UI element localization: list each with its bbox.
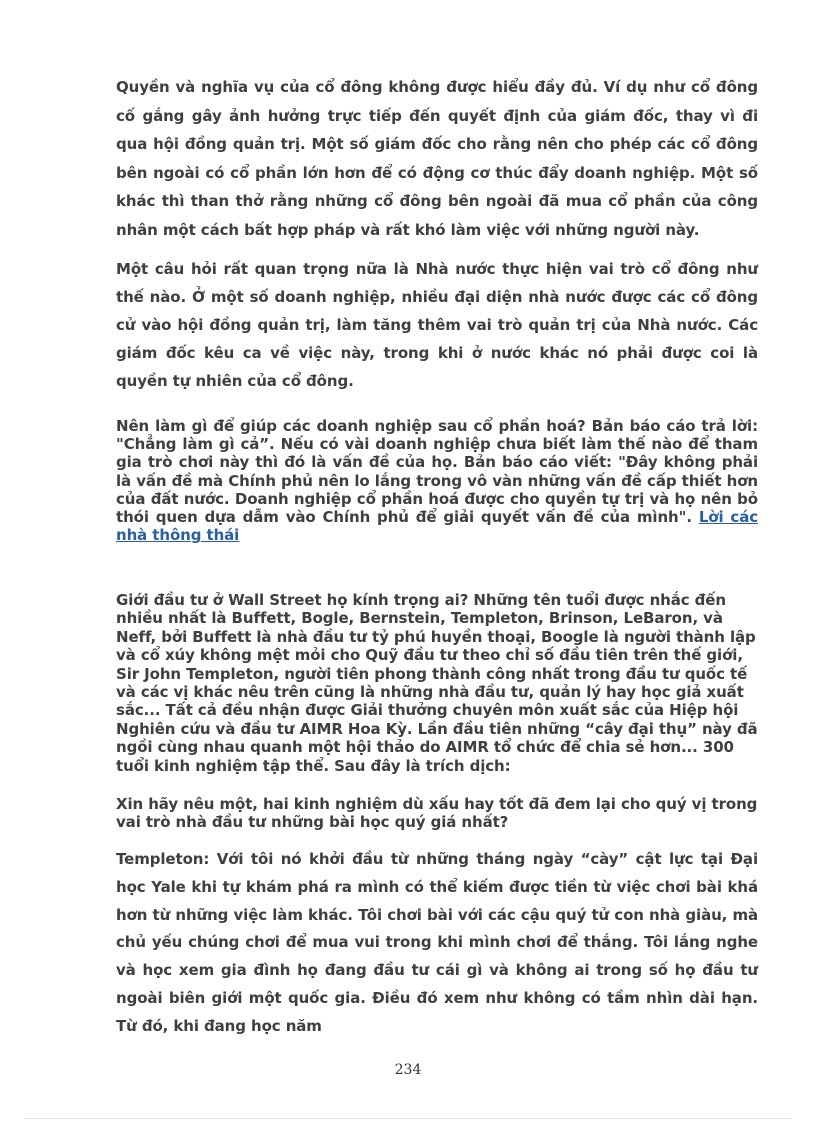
paragraph-report-answer bbox=[116, 417, 758, 544]
paragraph-state-role: Một câu hỏi rất quan trọng nữa là Nhà nước thực hiện vai trò cổ đông như thế nào. Ở một số doanh nghiệp, nhiều đại diện nhà nước được các cổ đông cử vào hội đồng quản trị, làm tăng thêm vai trò quản trị của Nhà nước. Các giám đốc kêu ca về việc này, trong khi ở nước khác nó phải được coi là quyền tự nhiên của cổ đông. bbox=[116, 260, 758, 390]
page-number: 234 bbox=[394, 1062, 422, 1078]
paragraph-templeton-answer: Templeton: Với tôi nó khởi đầu từ những tháng ngày “cày” cật lực tại Đại học Yale khi tự khám phá ra mình có thể kiếm được tiền từ việc chơi bài khá hơn từ những việc làm khác. Tôi chơi bài với các cậu quý tử con nhà giàu, mà chủ yếu chúng chơi để mua vui trong khi mình chơi để thắng. Tôi lắng nghe và học xem gia đình họ đang đầu tư cái gì và không ai trong số họ đầu tư ngoài biên giới một quốc gia. Điều đó xem như không có tầm nhìn dài hạn. Từ đó, khi đang học năm bbox=[116, 850, 758, 1035]
paragraph-report-answer-text: Nên làm gì để giúp các doanh nghiệp sau cổ phần hoá? Bản báo cáo trả lời: "Chẳng làm gì cả”. Nếu có vài doanh nghiệp chưa biết làm thế nào để tham gia trò chơi này thì đó là vấn đề của họ. Bản báo cáo viết: "Đây không phải là vấn đề mà Chính phủ nên lo lắng trong vô vàn những vấn đề cấp thiết hơn của đất nước. Doanh nghiệp cổ phần hoá được cho quyền tự trị và họ nên bỏ thói quen dựa dẫm vào Chính phủ để giải quyết vấn đề của mình". bbox=[116, 417, 758, 527]
paragraph-shareholder-rights: Quyền và nghĩa vụ của cổ đông không được hiểu đầy đủ. Ví dụ như cổ đông cố gắng gây ảnh hưởng trực tiếp đến quyết định của giám đốc, thay vì đi qua hội đồng quản trị. Một số giám đốc cho rằng nên cho phép các cổ đông bên ngoài có cổ phần lớn hơn để có động cơ thúc đẩy doanh nghiệp. Một số khác thì than thở rằng những cổ đông bên ngoài đã mua cổ phần của công nhân một cách bất hợp pháp và rất khó làm việc với những người này. bbox=[116, 78, 758, 239]
paragraph-wall-street: Giới đầu tư ở Wall Street họ kính trọng ai? Những tên tuổi được nhắc đến nhiều nhất là Buffett, Bogle, Bernstein, Templeton, Brinson, LeBaron, và Neff, bởi Buffett là nhà đầu tư tỷ phú huyền thoại, Boogle là người thành lập và cổ xúy không mệt mỏi cho Quỹ đầu tư theo chỉ số đầu tiên trên thế giới, Sir John Templeton, người tiên phong thành công nhất trong đầu tư quốc tế và các vị khác nêu trên cũng là những nhà đầu tư, quản lý hay học giả xuất sắc... Tất cả đều nhận được Giải thưởng chuyên môn xuất sắc của Hiệp hội Nghiên cứu và đầu tư AIMR Hoa Kỳ. Lần đầu tiên những “cây đại thụ” này đã ngồi cùng nhau quanh một hội thảo do AIMR tổ chức để chia sẻ hơn... 300 tuổi kinh nghiệm tập thể. Sau đây là trích dịch: bbox=[116, 591, 758, 775]
paragraph-question: Xin hãy nêu một, hai kinh nghiệm dù xấu hay tốt đã đem lại cho quý vị trong vai trò nhà đầu tư những bài học quý giá nhất? bbox=[116, 795, 758, 832]
page-bottom-divider bbox=[24, 1118, 792, 1119]
wise-words-link[interactable]: Lời các nhà thông thái bbox=[116, 508, 759, 545]
